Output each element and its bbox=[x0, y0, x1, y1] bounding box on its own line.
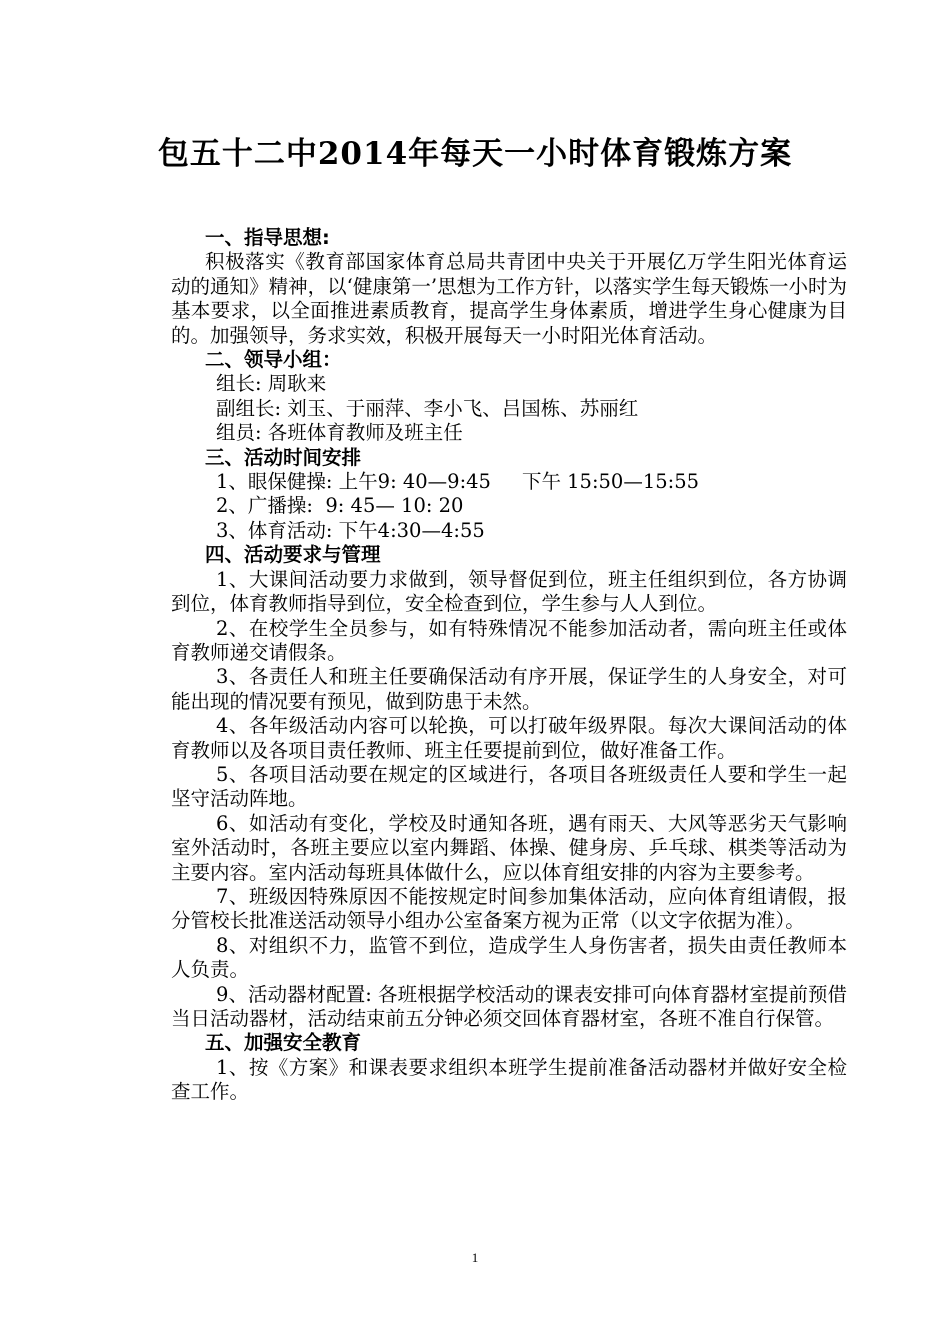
section-heading-leadership-group: 二、领导小组： bbox=[205, 348, 342, 372]
requirement-item-2: 2、在校学生全员参与，如有特殊情况不能参加活动者，需向班主任或体育教师递交请假条。 bbox=[171, 616, 847, 664]
document-title: 包五十二中2014年每天一小时体育锻炼方案 bbox=[157, 136, 793, 172]
requirement-item-9: 9、活动器材配置: 各班根据学校活动的课表安排可向体育器材室提前预借当日活动器材，活动结束前五分钟必须交回体育器材室，各班不准自行保管。 bbox=[171, 982, 847, 1030]
requirement-item-3: 3、各责任人和班主任要确保活动有序开展，保证学生的人身安全，对可能出现的情况要有预见，做到防患于未然。 bbox=[171, 665, 847, 713]
schedule-sports-activity: 3、体育活动: 下午4:30—4:55 bbox=[216, 518, 485, 542]
deputy-leader-line: 副组长: 刘玉、于丽萍、李小飞、吕国栋、苏丽红 bbox=[216, 396, 639, 420]
schedule-broadcast-exercise: 2、广播操: 9: 45— 10: 20 bbox=[216, 494, 464, 518]
requirement-item-6: 6、如活动有变化，学校及时通知各班，遇有雨天、大风等恶劣天气影响室外活动时，各班主要应以室内舞蹈、体操、健身房、乒乓球、棋类等活动为主要内容。室内活动每班具体做什么，应以体育组安排的内容为主要参考。 bbox=[171, 811, 847, 884]
page-number: 1 bbox=[471, 1250, 479, 1265]
group-leader-line: 组长: 周耿来 bbox=[216, 372, 327, 396]
section-heading-requirements: 四、活动要求与管理 bbox=[205, 543, 381, 567]
requirement-item-5: 5、各项目活动要在规定的区域进行，各项目各班级责任人要和学生一起坚守活动阵地。 bbox=[171, 762, 847, 811]
requirement-item-8: 8、对组织不力，监管不到位，造成学生人身伤害者，损失由责任教师本人负责。 bbox=[171, 933, 847, 982]
schedule-eye-exercise: 1、眼保健操: 上午9: 40—9:45 下午 15:50—15:55 bbox=[216, 470, 700, 494]
section-heading-safety-education: 五、加强安全教育 bbox=[205, 1031, 362, 1055]
safety-item-1: 1、按《方案》和课表要求组织本班学生提前准备活动器材并做好安全检查工作。 bbox=[171, 1055, 847, 1104]
requirement-item-7: 7、班级因特殊原因不能按规定时间参加集体活动，应向体育组请假，报分管校长批准送活动领导小组办公室备案方视为正常（以文字依据为准）。 bbox=[171, 884, 847, 933]
guiding-thought-paragraph: 积极落实《教育部国家体育总局共青团中央关于开展亿万学生阳光体育运动的通知》精神，以‘健康第一’思想为工作方针，以落实学生每天锻炼一小时为基本要求，以全面推进素质教育，提高学生身体素质，增进学生身心健康为目的。加强领导，务求实效，积极开展每天一小时阳光体育活动。 bbox=[171, 250, 847, 347]
requirement-item-1: 1、大课间活动要力求做到，领导督促到位，班主任组织到位，各方协调到位，体育教师指导到位，安全检查到位，学生参与人人到位。 bbox=[171, 567, 847, 616]
section-heading-guiding-thought: 一、指导思想: bbox=[205, 226, 330, 249]
group-members-line: 组员: 各班体育教师及班主任 bbox=[216, 421, 463, 445]
document-body bbox=[171, 226, 847, 1105]
section-heading-schedule: 三、活动时间安排 bbox=[205, 445, 362, 469]
requirement-item-4: 4、各年级活动内容可以轮换，可以打破年级界限。每次大课间活动的体育教师以及各项目责任教师、班主任要提前到位，做好准备工作。 bbox=[171, 714, 847, 762]
